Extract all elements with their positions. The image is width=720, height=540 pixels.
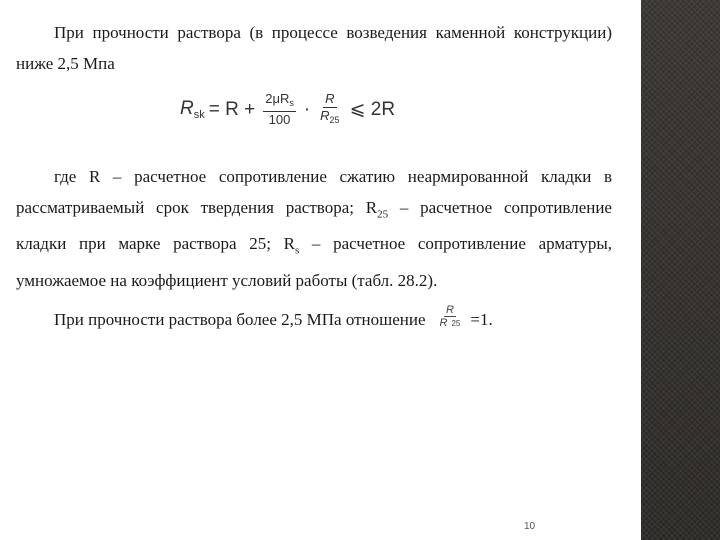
- page-number: 10: [524, 521, 536, 532]
- paragraph-2-block: [16, 162, 612, 297]
- formula-rhs: ⩽ 2R: [349, 99, 396, 120]
- paragraph-1-block: [16, 18, 612, 79]
- formula-dot: ·: [303, 98, 311, 120]
- ratio-fraction: $\frac{R}{R 25}$: [439, 304, 461, 330]
- formula-fraction-2: $\frac{R}{R_{25}}$: [320, 91, 340, 125]
- formula-fraction-1: $\frac{2\mu R_s}{100}$: [265, 91, 294, 127]
- paragraph-3-block: [16, 305, 616, 336]
- paragraph-3-suffix: =1.: [470, 310, 493, 329]
- formula-eq: = R +: [208, 98, 256, 120]
- decorative-sidebar: [641, 0, 720, 540]
- paragraph-3-text: При прочности раствора более 2,5 МПа отношение: [54, 310, 426, 329]
- formula-lhs: $R_{sk}$: [180, 98, 205, 121]
- formula: [180, 91, 395, 128]
- paragraph-2: где R – расчетное сопротивление сжатию неармированной кладки в рассматриваемый срок твердения раствора; $R_{25}$ – расчетное сопротивление кладки при марке раствора 25; $R_s$ – расчетное сопротивление арматуры, умножаемое на коэффициент условий работы (табл. 28.2).: [16, 167, 612, 291]
- paragraph-1: При прочности раствора (в процессе возведения каменной конструкции) ниже 2,5 Мпа: [16, 23, 612, 73]
